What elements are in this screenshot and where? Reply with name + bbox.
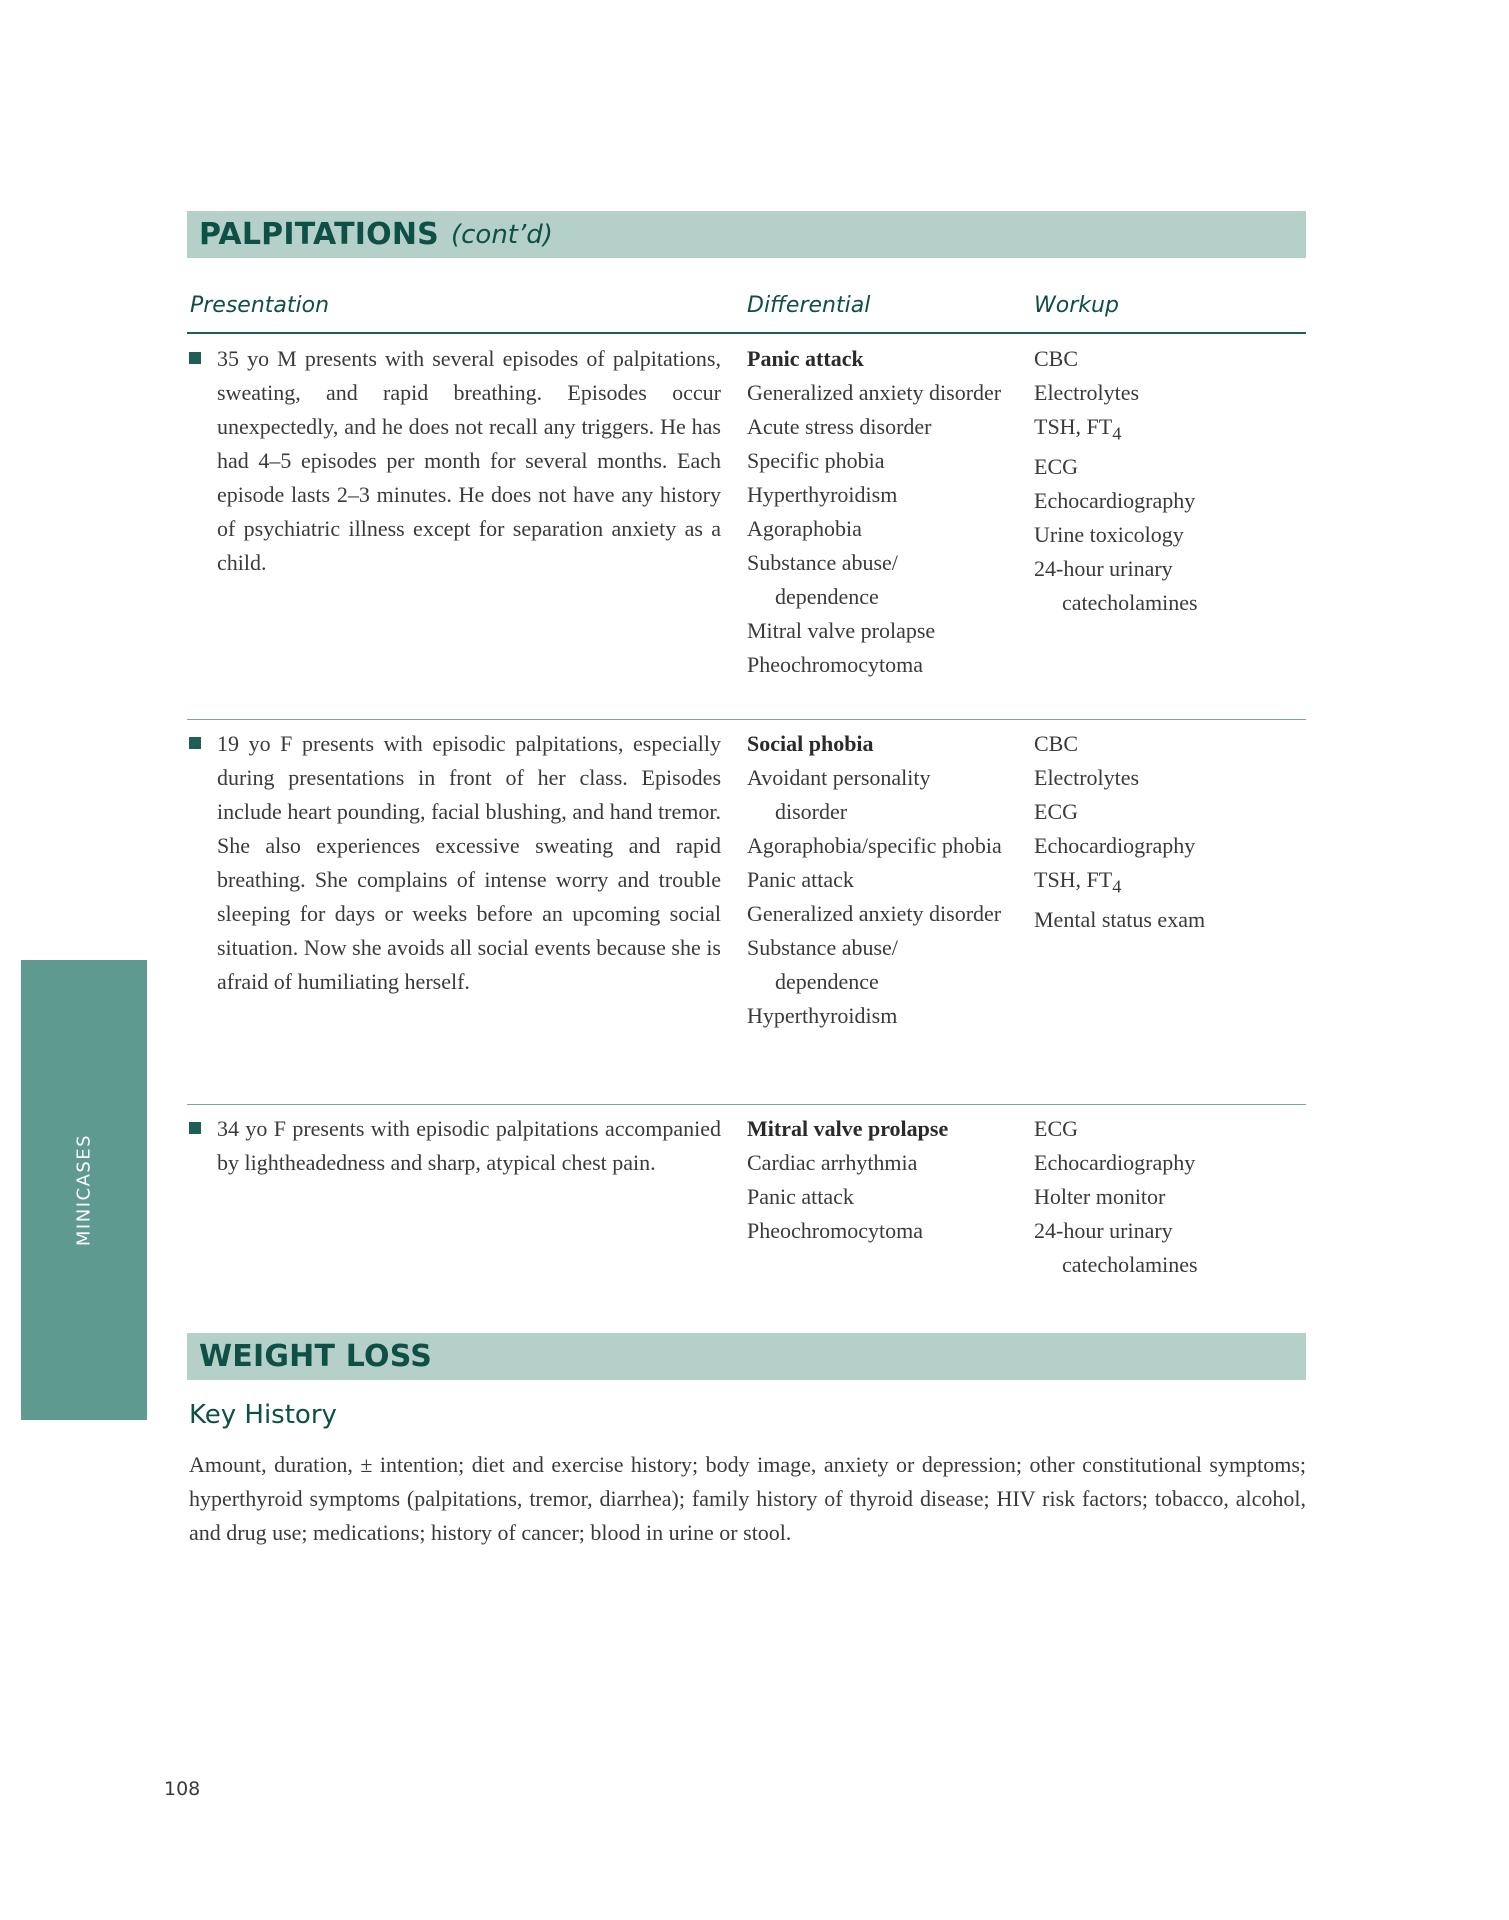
differential-item: Panic attack [747,867,854,892]
differential-item-primary: Social phobia [747,731,874,756]
page-number: 108 [164,1778,201,1800]
differential-item: Specific phobia [747,448,885,473]
workup-item: 24-hour urinary catecholamines [1034,1218,1198,1277]
differential-item: Substance abuse/ dependence [747,550,898,609]
section-subtitle: (cont’d) [450,219,553,250]
differential-item: Hyperthyroidism [747,482,898,507]
section-header-palpitations [187,211,1306,258]
bullet-icon [189,352,201,364]
presentation-cell [187,1112,721,1180]
differential-item: Pheochromocytoma [747,652,923,677]
workup-list [1034,727,1306,937]
workup-item: Electrolytes [1034,380,1140,405]
section-title: WEIGHT LOSS [199,1339,433,1374]
workup-item: Echocardiography [1034,833,1196,858]
workup-item: CBC [1034,731,1079,756]
differential-item: Cardiac arrhythmia [747,1150,918,1175]
workup-item: Electrolytes [1034,765,1140,790]
workup-item-ft4 [1034,410,1306,450]
differential-item: Agoraphobia [747,516,862,541]
row-divider [187,719,1306,720]
workup-item: CBC [1034,346,1079,371]
differential-item: Generalized anxiety disorder [747,380,1002,405]
workup-item: Holter monitor [1034,1184,1166,1209]
bullet-icon [189,737,201,749]
case-row-1 [187,342,1306,714]
workup-item: ECG [1034,454,1078,480]
differential-list [747,1112,1007,1248]
differential-item-primary: Panic attack [747,346,864,371]
presentation-cell [187,342,721,580]
differential-item: Panic attack [747,1184,854,1209]
workup-item-ft4 [1034,863,1306,903]
presentation-text: 19 yo F presents with episodic palpitations, especially during presentations in front of her class. Episodes include heart pounding, facial blushing, and hand tremor. She also experiences excessive sweating and rapid breathing. She complains of intense worry and trouble sleeping for days or weeks before an upcoming social situation. Now she avoids all social events because she is afraid of humiliating herself. [217,731,721,994]
column-header-presentation: Presentation [190,293,330,318]
workup-item: Mental status exam [1034,907,1206,933]
ft-subscript: 4 [1112,423,1122,444]
workup-item: Echocardiography [1034,488,1196,514]
ft-subscript: 4 [1112,876,1122,897]
case-row-3 [187,1112,1306,1282]
differential-list [747,342,1007,682]
key-history-text: Amount, duration, ± intention; diet and exercise history; body image, anxiety or depression; other constitutional symptoms; hyperthyroid symptoms (palpitations, tremor, diarrhea); family history of thyroid disease; HIV risk factors; tobacco, alcohol, and drug use; medications; history of cancer; blood in urine or stool. [189,1452,1306,1545]
column-header-differential: Differential [747,293,871,318]
workup-item: ECG [1034,1116,1078,1141]
differential-list [747,727,1007,1033]
bullet-icon [189,1122,201,1134]
differential-item: Substance abuse/ dependence [747,935,898,994]
header-divider [187,332,1306,334]
workup-list [1034,342,1306,620]
differential-item: Pheochromocytoma [747,1218,923,1243]
workup-item: 24-hour urinary catecholamines [1034,556,1198,616]
row-divider [187,1104,1306,1105]
differential-item: Hyperthyroidism [747,1003,898,1028]
side-tab [21,960,147,1420]
workup-list [1034,1112,1306,1282]
workup-item: Echocardiography [1034,1150,1196,1175]
section-header-weight-loss [187,1333,1306,1380]
workup-item-text: TSH, FT [1034,867,1113,892]
differential-item: Avoidant personality disorder [747,765,931,824]
workup-item-text: TSH, FT [1034,414,1113,439]
presentation-text: 35 yo M presents with several episodes of palpitations, sweating, and rapid breathing. Episodes occur unexpectedly, and he does not recall any triggers. He has had 4–5 episodes per month for several months. Each episode lasts 2–3 minutes. He does not have any history of psychiatric illness except for separation anxiety as a child. [217,346,721,575]
differential-item: Generalized anxiety disorder [747,901,1002,926]
differential-item: Acute stress disorder [747,414,932,439]
presentation-text: 34 yo F presents with episodic palpitations accompanied by lightheadedness and sharp, atypical chest pain. [217,1116,721,1175]
side-tab-label: MINICASES [73,1133,95,1247]
differential-item: Mitral valve prolapse [747,618,936,643]
presentation-cell [187,727,721,999]
workup-item: Urine toxicology [1034,522,1184,548]
workup-item: ECG [1034,799,1078,824]
differential-item-primary: Mitral valve prolapse [747,1116,949,1141]
column-header-workup: Workup [1034,293,1119,318]
case-row-2 [187,727,1306,1099]
section-title: PALPITATIONS [199,217,439,252]
key-history-heading: Key History [189,1400,337,1430]
differential-item: Agoraphobia/specific phobia [747,833,1002,858]
